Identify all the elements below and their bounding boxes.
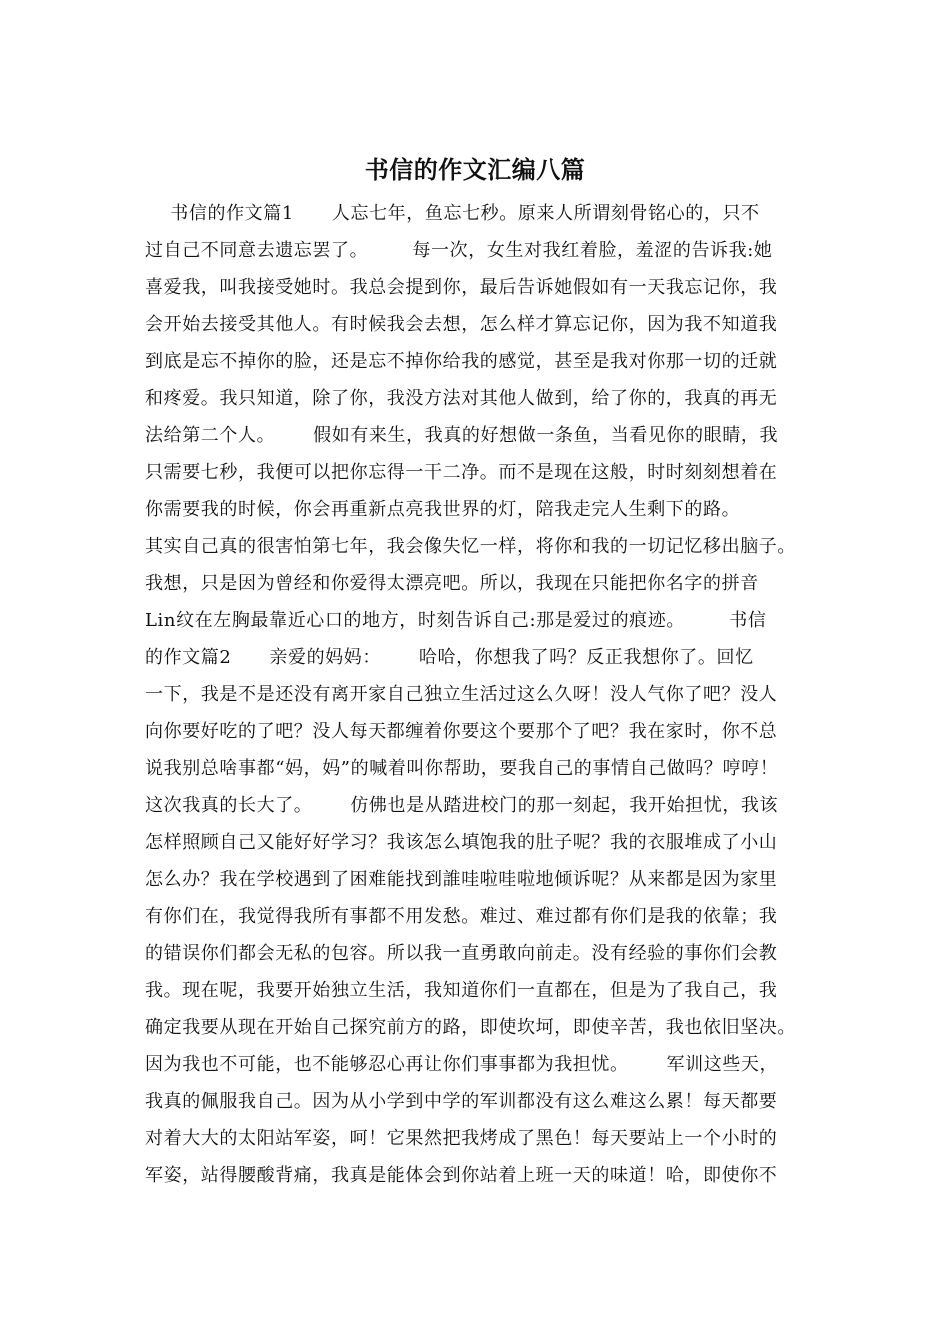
body-line: 对着大大的太阳站军姿，呵！它果然把我烤成了黑色！每天要站上一个小时的 — [145, 1128, 778, 1149]
body-line: 向你要好吃的了吧？没人每天都缠着你要这个要那个了吧？我在家时，你不总 — [145, 721, 778, 742]
body-line: 过自己不同意去遗忘罢了。 每一次，女生对我红着脸，羞涩的告诉我:她 — [145, 240, 773, 261]
body-line: 你需要我的时候，你会再重新点亮我世界的灯，陪我走完人生剩下的路。 — [145, 499, 741, 520]
body-line: 我真的佩服我自己。因为从小学到中学的军训都没有这么难这么累！每天都要 — [145, 1091, 778, 1112]
body-line: 喜爱我，叫我接受她时。我总会提到你，最后告诉她假如有一天我忘记你，我 — [145, 277, 778, 298]
body-line: 只需要七秒，我便可以把你忘得一干二净。而不是现在这般，时时刻刻想着在 — [145, 462, 778, 483]
body-line: 会开始去接受其他人。有时候我会去想，怎么样才算忘记你，因为我不知道我 — [145, 314, 778, 335]
body-line: 书信的作文篇1 人忘七年，鱼忘七秒。原来人所谓刻骨铭心的，只不 — [145, 203, 760, 224]
body-line: 一下，我是不是还没有离开家自己独立生活过这么久呀！没人气你了吧？没人 — [145, 684, 778, 705]
body-line: 我想，只是因为曾经和你爱得太漂亮吧。所以，我现在只能把你名字的拼音 — [145, 573, 759, 594]
body-line: 这次我真的长大了。 仿佛也是从踏进校门的那一刻起，我开始担忧，我该 — [145, 795, 779, 816]
document-body — [145, 195, 825, 1194]
body-line: 确定我要从现在开始自己探究前方的路，即使坎坷，即使辛苦，我也依旧坚决。 — [145, 1017, 796, 1038]
body-line: 怎样照顾自己又能好好学习？我该怎么填饱我的肚子呢？我的衣服堆成了小山 — [145, 832, 778, 853]
body-line: 到底是忘不掉你的脸，还是忘不掉你给我的感觉，甚至是我对你那一切的迁就 — [145, 351, 778, 372]
body-line: 和疼爱。我只知道，除了你，我没方法对其他人做到，给了你的，我真的再无 — [145, 388, 778, 409]
body-line: 的错误你们都会无私的包容。所以我一直勇敢向前走。没有经验的事你们会教 — [145, 943, 778, 964]
body-line: 我。现在呢，我要开始独立生活，我知道你们一直都在，但是为了我自己，我 — [145, 980, 778, 1001]
body-line: 其实自己真的很害怕第七年，我会像失忆一样，将你和我的一切记忆移出脑子。 — [145, 536, 796, 557]
body-line: 怎么办？我在学校遇到了困难能找到誰哇啦哇啦地倾诉呢？从来都是因为家里 — [145, 869, 778, 890]
body-line: Lin纹在左胸最靠近心口的地方，时刻告诉自己:那是爱过的痕迹。 书信 — [145, 610, 767, 631]
body-line: 的作文篇2 亲爱的妈妈： 哈哈，你想我了吗？反正我想你了。回忆 — [145, 647, 754, 668]
body-line: 有你们在，我觉得我所有事都不用发愁。难过、难过都有你们是我的依靠；我 — [145, 906, 778, 927]
body-line: 军姿，站得腰酸背痛，我真是能体会到你站着上班一天的味道！哈，即使你不 — [145, 1165, 778, 1186]
body-line: 法给第二个人。 假如有来生，我真的好想做一条鱼，当看见你的眼睛，我 — [145, 425, 779, 446]
body-line: 因为我也不可能，也不能够忍心再让你们事事都为我担忧。 军训这些天， — [145, 1054, 779, 1075]
document-title: 书信的作文汇编八篇 — [364, 155, 586, 184]
body-line: 说我别总啥事都“妈，妈”的喊着叫你帮助，要我自己的事情自己做吗？哼哼！ — [145, 758, 779, 779]
